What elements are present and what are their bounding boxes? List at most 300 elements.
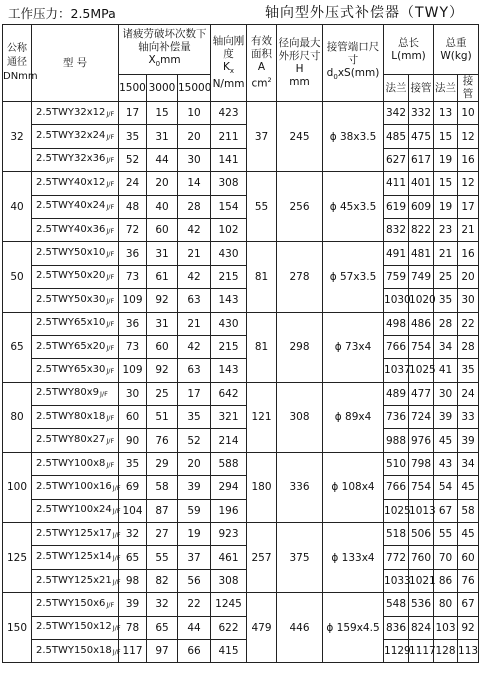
cell-model xyxy=(32,265,119,288)
cell-comp-15000: 66 xyxy=(178,639,211,662)
cell-comp-15000: 14 xyxy=(178,172,211,195)
cell-weight-pipe: 67 xyxy=(458,593,479,616)
cell-stiffness: 1245 xyxy=(211,593,247,616)
model-suffix: J/F xyxy=(106,133,115,142)
cell-length-flange: 1033 xyxy=(384,569,409,592)
cell-dn: 80 xyxy=(3,382,32,452)
cell-comp-1500: 78 xyxy=(119,616,147,639)
model-suffix: J/F xyxy=(106,320,115,329)
model-name: 2.5TWY80x27 xyxy=(36,434,106,446)
cell-weight-pipe: 22 xyxy=(458,312,479,335)
cell-model xyxy=(32,452,119,475)
cell-comp-1500: 98 xyxy=(119,569,147,592)
cell-dn: 32 xyxy=(3,102,32,172)
cell-stiffness: 923 xyxy=(211,523,247,546)
model-name: 2.5TWY125x21 xyxy=(36,574,112,586)
cell-area: 180 xyxy=(247,452,277,522)
cell-weight-pipe: 35 xyxy=(458,359,479,382)
cell-stiffness: 143 xyxy=(211,359,247,382)
model-suffix: J/F xyxy=(112,577,121,586)
cell-stiffness: 430 xyxy=(211,242,247,265)
cell-comp-15000: 30 xyxy=(178,148,211,171)
cell-comp-1500: 109 xyxy=(119,359,147,382)
model-suffix: J/F xyxy=(106,460,115,469)
cell-weight-pipe: 28 xyxy=(458,335,479,358)
cell-weight-flange: 128 xyxy=(434,639,458,662)
table-row xyxy=(3,195,479,218)
cell-comp-1500: 60 xyxy=(119,406,147,429)
cell-length-flange: 489 xyxy=(384,382,409,405)
cell-comp-15000: 39 xyxy=(178,476,211,499)
cell-weight-pipe: 30 xyxy=(458,289,479,312)
cell-weight-pipe: 113 xyxy=(458,639,479,662)
cell-comp-3000: 76 xyxy=(147,429,178,452)
cell-weight-flange: 15 xyxy=(434,172,458,195)
cell-stiffness: 294 xyxy=(211,476,247,499)
model-suffix: J/F xyxy=(106,296,115,305)
cell-model xyxy=(32,569,119,592)
cell-length-pipe: 749 xyxy=(409,265,434,288)
cell-dn: 125 xyxy=(3,523,32,593)
cell-length-pipe: 475 xyxy=(409,125,434,148)
cell-comp-3000: 55 xyxy=(147,546,178,569)
cell-comp-1500: 17 xyxy=(119,102,147,125)
cell-comp-3000: 58 xyxy=(147,476,178,499)
table-row xyxy=(3,289,479,312)
cell-length-flange: 619 xyxy=(384,195,409,218)
cell-outer-size: 336 xyxy=(277,452,323,522)
table-row xyxy=(3,546,479,569)
model-name: 2.5TWY150x12 xyxy=(36,621,112,633)
cell-stiffness: 215 xyxy=(211,335,247,358)
model-name: 2.5TWY125x17 xyxy=(36,527,112,539)
header-stiffness: 轴向刚度 $K_x$ N/mm xyxy=(211,25,247,102)
cell-length-flange: 485 xyxy=(384,125,409,148)
cell-weight-flange: 13 xyxy=(434,102,458,125)
header-compensation: 诸疲劳破坏次数下轴向补偿量 $X_0mm$ xyxy=(119,25,211,75)
cell-model xyxy=(32,639,119,662)
cell-length-flange: 736 xyxy=(384,406,409,429)
table-row xyxy=(3,452,479,475)
model-name: 2.5TWY80x9 xyxy=(36,387,100,399)
cell-outer-size: 278 xyxy=(277,242,323,312)
model-name: 2.5TWY50x20 xyxy=(36,270,106,282)
model-suffix: J/F xyxy=(112,647,121,656)
cell-comp-1500: 35 xyxy=(119,125,147,148)
cell-comp-1500: 24 xyxy=(119,172,147,195)
table-row xyxy=(3,382,479,405)
cell-length-flange: 1030 xyxy=(384,289,409,312)
cell-weight-flange: 30 xyxy=(434,382,458,405)
header-area: 有效面积 A $cm^2$ xyxy=(247,25,277,102)
model-name: 2.5TWY32x24 xyxy=(36,130,106,142)
cell-length-flange: 766 xyxy=(384,335,409,358)
cell-length-pipe: 1025 xyxy=(409,359,434,382)
model-suffix: J/F xyxy=(106,413,115,422)
table-row xyxy=(3,172,479,195)
header-cycles-3000: 3000 xyxy=(147,75,178,102)
cell-stiffness: 196 xyxy=(211,499,247,522)
header-cycles-1500: 1500 xyxy=(119,75,147,102)
table-row xyxy=(3,593,479,616)
cell-outer-size: 308 xyxy=(277,382,323,452)
cell-comp-15000: 56 xyxy=(178,569,211,592)
cell-weight-flange: 43 xyxy=(434,452,458,475)
cell-weight-pipe: 58 xyxy=(458,499,479,522)
cell-length-pipe: 401 xyxy=(409,172,434,195)
cell-weight-flange: 86 xyxy=(434,569,458,592)
header-weight-pipe: 接管 xyxy=(458,75,479,102)
cell-model xyxy=(32,406,119,429)
model-suffix: J/F xyxy=(112,554,121,563)
cell-length-pipe: 824 xyxy=(409,616,434,639)
header-dn: 公称通径DNmm xyxy=(3,25,32,102)
cell-length-pipe: 506 xyxy=(409,523,434,546)
cell-area: 121 xyxy=(247,382,277,452)
model-name: 2.5TWY150x18 xyxy=(36,644,112,656)
cell-comp-3000: 31 xyxy=(147,312,178,335)
cell-weight-flange: 21 xyxy=(434,242,458,265)
cell-length-pipe: 760 xyxy=(409,546,434,569)
cell-length-pipe: 1020 xyxy=(409,289,434,312)
model-suffix: J/F xyxy=(100,390,108,399)
cell-weight-pipe: 10 xyxy=(458,102,479,125)
cell-weight-flange: 19 xyxy=(434,148,458,171)
cell-stiffness: 588 xyxy=(211,452,247,475)
cell-length-flange: 510 xyxy=(384,452,409,475)
cell-length-flange: 1129 xyxy=(384,639,409,662)
cell-weight-pipe: 34 xyxy=(458,452,479,475)
cell-length-pipe: 976 xyxy=(409,429,434,452)
cell-comp-1500: 52 xyxy=(119,148,147,171)
cell-comp-15000: 35 xyxy=(178,406,211,429)
cell-comp-3000: 31 xyxy=(147,242,178,265)
table-row xyxy=(3,476,479,499)
cell-stiffness: 308 xyxy=(211,172,247,195)
cell-weight-pipe: 45 xyxy=(458,476,479,499)
cell-comp-15000: 21 xyxy=(178,312,211,335)
cell-length-flange: 491 xyxy=(384,242,409,265)
cell-pipe-end: ϕ 57x3.5 xyxy=(323,242,384,312)
cell-stiffness: 215 xyxy=(211,265,247,288)
model-suffix: J/F xyxy=(112,530,121,539)
cell-stiffness: 141 xyxy=(211,148,247,171)
cell-stiffness: 308 xyxy=(211,569,247,592)
cell-outer-size: 245 xyxy=(277,102,323,172)
cell-comp-1500: 35 xyxy=(119,452,147,475)
model-name: 2.5TWY80x18 xyxy=(36,410,106,422)
cell-length-flange: 1037 xyxy=(384,359,409,382)
cell-pipe-end: ϕ 159x4.5 xyxy=(323,593,384,663)
cell-comp-15000: 44 xyxy=(178,616,211,639)
model-name: 2.5TWY65x30 xyxy=(36,363,106,375)
cell-model xyxy=(32,195,119,218)
cell-length-pipe: 617 xyxy=(409,148,434,171)
cell-comp-3000: 32 xyxy=(147,593,178,616)
cell-model xyxy=(32,218,119,241)
cell-length-flange: 342 xyxy=(384,102,409,125)
cell-length-pipe: 724 xyxy=(409,406,434,429)
cell-weight-flange: 80 xyxy=(434,593,458,616)
model-name: 2.5TWY32x12 xyxy=(36,106,106,118)
cell-comp-15000: 37 xyxy=(178,546,211,569)
cell-comp-15000: 21 xyxy=(178,242,211,265)
cell-model xyxy=(32,382,119,405)
cell-length-flange: 988 xyxy=(384,429,409,452)
working-pressure: 工作压力：2.5MPa xyxy=(8,6,116,21)
cell-pipe-end: ϕ 38x3.5 xyxy=(323,102,384,172)
cell-comp-1500: 30 xyxy=(119,382,147,405)
cell-model xyxy=(32,242,119,265)
cell-weight-flange: 35 xyxy=(434,289,458,312)
cell-stiffness: 102 xyxy=(211,218,247,241)
cell-weight-flange: 54 xyxy=(434,476,458,499)
cell-length-pipe: 481 xyxy=(409,242,434,265)
cell-model xyxy=(32,312,119,335)
header-weight: 总重 W(kg) xyxy=(434,25,479,75)
cell-length-pipe: 609 xyxy=(409,195,434,218)
cell-length-pipe: 332 xyxy=(409,102,434,125)
table-row xyxy=(3,125,479,148)
cell-weight-flange: 55 xyxy=(434,523,458,546)
model-name: 2.5TWY150x6 xyxy=(36,597,106,609)
cell-weight-flange: 28 xyxy=(434,312,458,335)
cell-comp-1500: 73 xyxy=(119,265,147,288)
cell-area: 81 xyxy=(247,242,277,312)
header-outer-size: 径向最大外形尺寸 H mm xyxy=(277,25,323,102)
cell-weight-flange: 103 xyxy=(434,616,458,639)
model-name: 2.5TWY32x36 xyxy=(36,153,106,165)
cell-comp-1500: 39 xyxy=(119,593,147,616)
table-row xyxy=(3,569,479,592)
cell-area: 81 xyxy=(247,312,277,382)
page-title: 轴向型外压式补偿器（TWY） xyxy=(265,5,464,21)
table-row xyxy=(3,499,479,522)
cell-pipe-end: ϕ 73x4 xyxy=(323,312,384,382)
cell-length-flange: 836 xyxy=(384,616,409,639)
cell-comp-3000: 31 xyxy=(147,125,178,148)
model-suffix: J/F xyxy=(106,226,115,235)
model-suffix: J/F xyxy=(112,483,121,492)
cell-stiffness: 415 xyxy=(211,639,247,662)
cell-model xyxy=(32,102,119,125)
cell-weight-pipe: 21 xyxy=(458,218,479,241)
cell-length-pipe: 477 xyxy=(409,382,434,405)
cell-weight-flange: 34 xyxy=(434,335,458,358)
cell-weight-pipe: 92 xyxy=(458,616,479,639)
cell-length-flange: 772 xyxy=(384,546,409,569)
cell-weight-flange: 19 xyxy=(434,195,458,218)
cell-weight-pipe: 16 xyxy=(458,148,479,171)
cell-comp-1500: 32 xyxy=(119,523,147,546)
cell-comp-1500: 36 xyxy=(119,312,147,335)
cell-length-pipe: 536 xyxy=(409,593,434,616)
cell-weight-pipe: 33 xyxy=(458,406,479,429)
cell-comp-1500: 90 xyxy=(119,429,147,452)
cell-stiffness: 461 xyxy=(211,546,247,569)
cell-dn: 50 xyxy=(3,242,32,312)
table-row xyxy=(3,242,479,265)
cell-weight-pipe: 20 xyxy=(458,265,479,288)
model-suffix: J/F xyxy=(106,366,115,375)
cell-model xyxy=(32,499,119,522)
cell-model xyxy=(32,172,119,195)
cell-stiffness: 143 xyxy=(211,289,247,312)
cell-dn: 100 xyxy=(3,452,32,522)
cell-weight-flange: 45 xyxy=(434,429,458,452)
cell-length-flange: 518 xyxy=(384,523,409,546)
cell-length-pipe: 754 xyxy=(409,335,434,358)
cell-area: 37 xyxy=(247,102,277,172)
model-name: 2.5TWY100x24 xyxy=(36,504,112,516)
cell-area: 479 xyxy=(247,593,277,663)
model-name: 2.5TWY50x10 xyxy=(36,247,106,259)
cell-comp-3000: 61 xyxy=(147,265,178,288)
cell-comp-15000: 42 xyxy=(178,335,211,358)
model-name: 2.5TWY40x12 xyxy=(36,176,106,188)
cell-dn: 40 xyxy=(3,172,32,242)
cell-length-pipe: 754 xyxy=(409,476,434,499)
cell-weight-pipe: 24 xyxy=(458,382,479,405)
cell-comp-1500: 73 xyxy=(119,335,147,358)
cell-comp-15000: 42 xyxy=(178,218,211,241)
model-suffix: J/F xyxy=(106,343,115,352)
cell-comp-1500: 48 xyxy=(119,195,147,218)
cell-comp-1500: 72 xyxy=(119,218,147,241)
table-body xyxy=(3,102,479,663)
model-suffix: J/F xyxy=(106,437,115,446)
cell-length-flange: 498 xyxy=(384,312,409,335)
header-row-1 xyxy=(3,25,479,75)
model-suffix: J/F xyxy=(106,250,115,259)
cell-pipe-end: ϕ 45x3.5 xyxy=(323,172,384,242)
cell-model xyxy=(32,289,119,312)
header-length: 总长 L(mm) xyxy=(384,25,434,75)
table-row xyxy=(3,429,479,452)
cell-comp-3000: 87 xyxy=(147,499,178,522)
model-name: 2.5TWY50x30 xyxy=(36,293,106,305)
cell-length-flange: 759 xyxy=(384,265,409,288)
model-suffix: J/F xyxy=(106,179,115,188)
model-name: 2.5TWY65x10 xyxy=(36,317,106,329)
cell-pipe-end: ϕ 133x4 xyxy=(323,523,384,593)
model-name: 2.5TWY65x20 xyxy=(36,340,106,352)
model-suffix: J/F xyxy=(106,600,115,609)
cell-model xyxy=(32,546,119,569)
model-name: 2.5TWY100x16 xyxy=(36,480,112,492)
cell-comp-3000: 40 xyxy=(147,195,178,218)
model-name: 2.5TWY125x14 xyxy=(36,551,112,563)
cell-outer-size: 446 xyxy=(277,593,323,663)
cell-weight-pipe: 12 xyxy=(458,125,479,148)
cell-comp-3000: 92 xyxy=(147,359,178,382)
header-pipe-end: 接管端口尺寸 $d_0xS(mm)$ xyxy=(323,25,384,102)
cell-comp-15000: 20 xyxy=(178,125,211,148)
cell-comp-15000: 28 xyxy=(178,195,211,218)
header-weight-flange: 法兰 xyxy=(434,75,458,102)
cell-dn: 150 xyxy=(3,593,32,663)
cell-model xyxy=(32,148,119,171)
model-suffix: J/F xyxy=(106,156,115,165)
cell-stiffness: 154 xyxy=(211,195,247,218)
model-suffix: J/F xyxy=(106,109,115,118)
cell-comp-15000: 42 xyxy=(178,265,211,288)
cell-length-flange: 411 xyxy=(384,172,409,195)
cell-comp-15000: 52 xyxy=(178,429,211,452)
cell-model xyxy=(32,335,119,358)
cell-comp-3000: 44 xyxy=(147,148,178,171)
table-row xyxy=(3,523,479,546)
header-cycles-15000: 15000 xyxy=(178,75,211,102)
cell-length-pipe: 1117 xyxy=(409,639,434,662)
cell-stiffness: 430 xyxy=(211,312,247,335)
cell-stiffness: 214 xyxy=(211,429,247,452)
cell-comp-3000: 65 xyxy=(147,616,178,639)
cell-weight-pipe: 12 xyxy=(458,172,479,195)
cell-weight-pipe: 60 xyxy=(458,546,479,569)
cell-comp-15000: 59 xyxy=(178,499,211,522)
table-row xyxy=(3,265,479,288)
cell-length-flange: 627 xyxy=(384,148,409,171)
cell-length-flange: 766 xyxy=(384,476,409,499)
cell-comp-3000: 51 xyxy=(147,406,178,429)
cell-weight-pipe: 17 xyxy=(458,195,479,218)
cell-stiffness: 423 xyxy=(211,102,247,125)
cell-comp-1500: 117 xyxy=(119,639,147,662)
table-row xyxy=(3,218,479,241)
table-row xyxy=(3,148,479,171)
cell-model xyxy=(32,523,119,546)
cell-length-pipe: 798 xyxy=(409,452,434,475)
cell-comp-1500: 109 xyxy=(119,289,147,312)
model-suffix: J/F xyxy=(112,624,121,633)
cell-length-flange: 1025 xyxy=(384,499,409,522)
cell-stiffness: 642 xyxy=(211,382,247,405)
cell-length-pipe: 486 xyxy=(409,312,434,335)
title-row xyxy=(0,0,480,24)
cell-area: 55 xyxy=(247,172,277,242)
cell-weight-flange: 41 xyxy=(434,359,458,382)
cell-model xyxy=(32,125,119,148)
cell-length-pipe: 1021 xyxy=(409,569,434,592)
spec-table xyxy=(2,24,479,663)
table-row xyxy=(3,639,479,662)
header-length-flange: 法兰 xyxy=(384,75,409,102)
cell-outer-size: 298 xyxy=(277,312,323,382)
cell-comp-15000: 19 xyxy=(178,523,211,546)
model-suffix: J/F xyxy=(106,273,115,282)
cell-comp-15000: 20 xyxy=(178,452,211,475)
cell-comp-3000: 15 xyxy=(147,102,178,125)
model-suffix: J/F xyxy=(112,507,121,516)
cell-pipe-end: ϕ 108x4 xyxy=(323,452,384,522)
cell-comp-3000: 97 xyxy=(147,639,178,662)
cell-comp-1500: 69 xyxy=(119,476,147,499)
cell-model xyxy=(32,429,119,452)
cell-model xyxy=(32,593,119,616)
cell-weight-flange: 25 xyxy=(434,265,458,288)
cell-weight-pipe: 45 xyxy=(458,523,479,546)
cell-stiffness: 211 xyxy=(211,125,247,148)
cell-weight-pipe: 16 xyxy=(458,242,479,265)
cell-comp-3000: 27 xyxy=(147,523,178,546)
table-row xyxy=(3,359,479,382)
cell-comp-15000: 17 xyxy=(178,382,211,405)
cell-length-pipe: 1013 xyxy=(409,499,434,522)
model-name: 2.5TWY40x36 xyxy=(36,223,106,235)
cell-model xyxy=(32,476,119,499)
table-row xyxy=(3,406,479,429)
